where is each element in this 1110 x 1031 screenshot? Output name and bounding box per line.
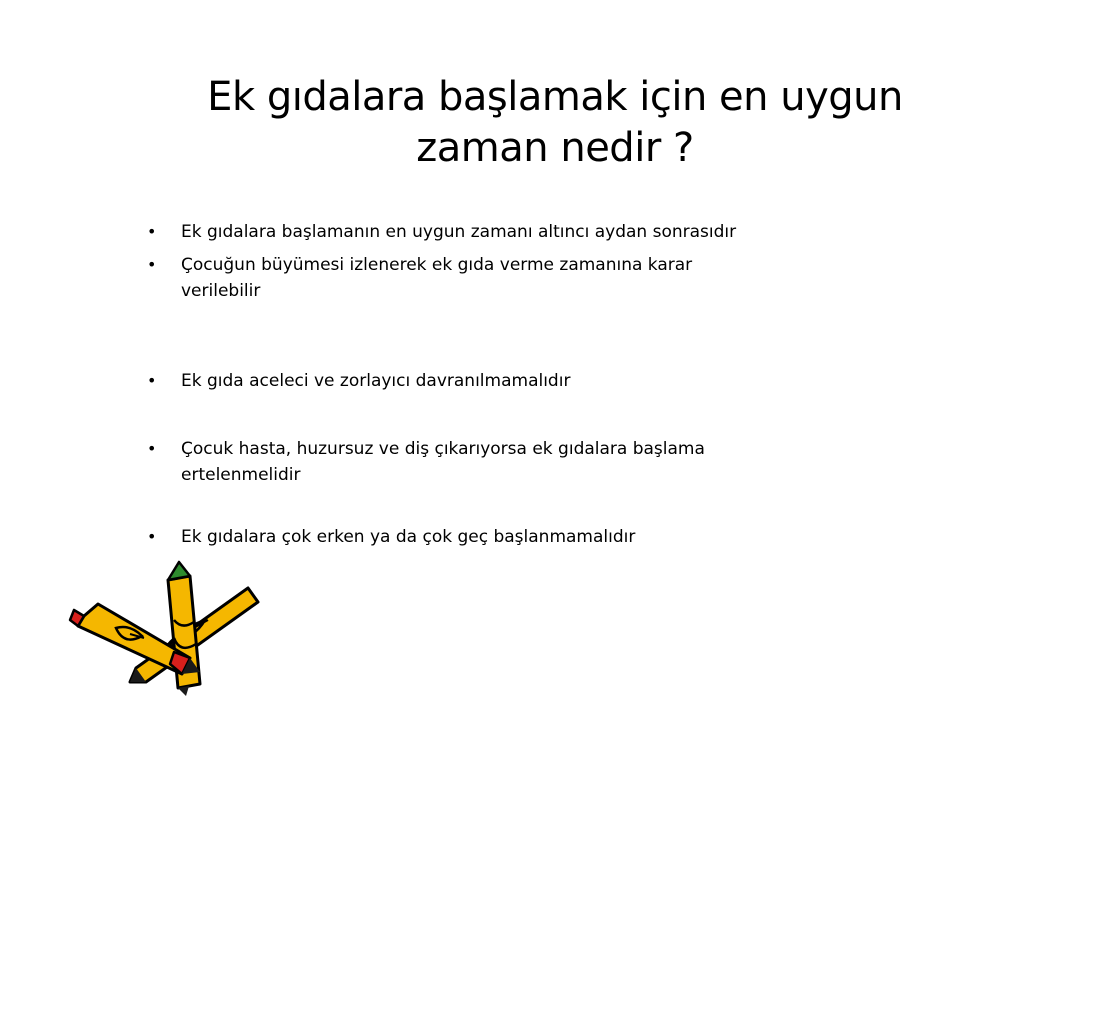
bullet-text [181,524,1081,550]
bullet-text [181,219,1081,245]
bullet-text [181,436,1081,488]
pencil-upright-icon [168,562,200,696]
bullet-text-line: Ek gıdalara başlamanın en uygun zamanı altıncı aydan sonrasıdır [181,222,737,242]
bullet-dot: • [147,439,157,458]
bullet-text [181,252,1081,304]
bullet-text-line: verilebilir [181,281,261,301]
bullet-dot: • [147,222,157,241]
bullet-text-line: Ek gıda aceleci ve zorlayıcı davranılmamalıdır [181,371,571,391]
bullet-text-line: Çocuğun büyümesi izlenerek ek gıda verme zamanına karar [181,255,693,275]
slide-title-line-1: Ek gıdalara başlamak için en uygun [207,74,903,120]
pencils-clipart-icon [70,560,260,690]
slide-title-line-2: zaman nedir ? [416,125,694,171]
bullet-dot: • [147,527,157,546]
bullet-text [181,368,1081,394]
bullet-text-line: Ek gıdalara çok erken ya da çok geç başlanmamalıdır [181,527,636,547]
bullet-dot: • [147,255,157,274]
bullet-text-line: ertelenmelidir [181,465,301,485]
bullet-text-line: Çocuk hasta, huzursuz ve diş çıkarıyorsa ek gıdalara başlama [181,439,705,459]
bullet-dot: • [147,371,157,390]
